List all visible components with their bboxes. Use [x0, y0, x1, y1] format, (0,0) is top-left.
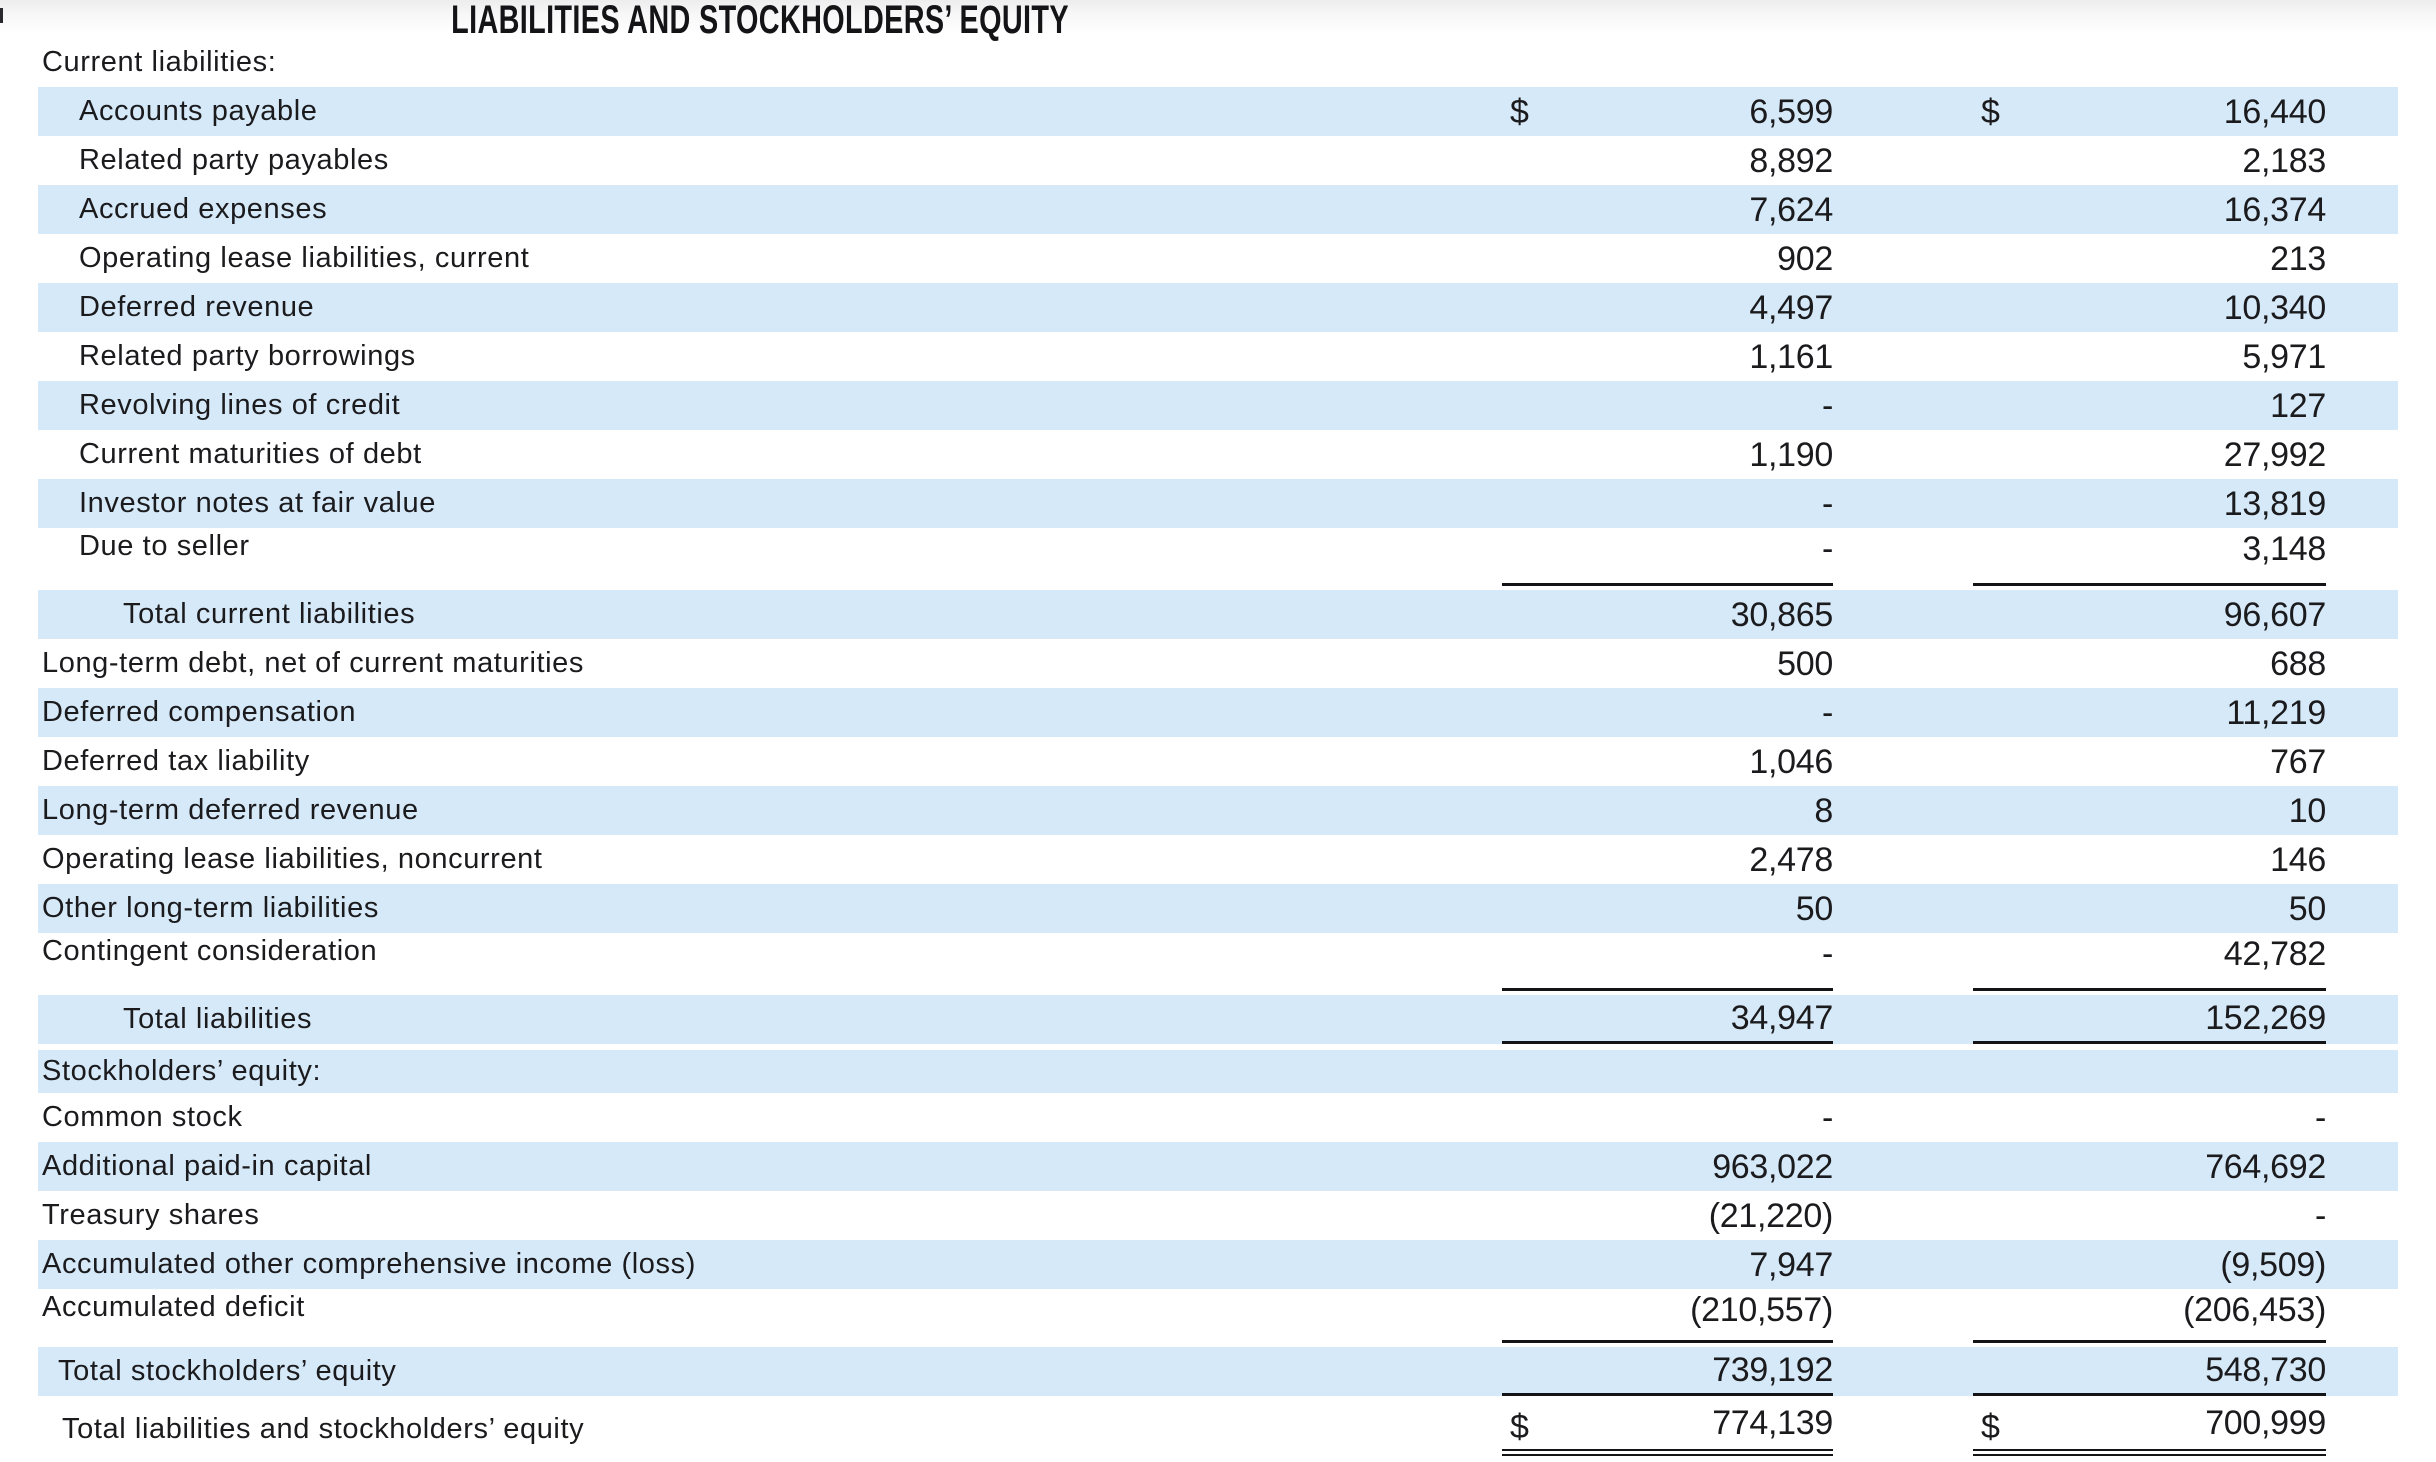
- table-row: [38, 737, 2398, 786]
- row-label: Accounts payable: [79, 95, 318, 127]
- amount-column-2: [1973, 288, 2326, 327]
- page-title-text: LIABILITIES AND STOCKHOLDERS’ EQUITY: [451, 0, 1069, 42]
- row-label: Treasury shares: [42, 1199, 260, 1231]
- amount-column-2: [1973, 995, 2326, 1044]
- column-gap: [1833, 1191, 1973, 1240]
- row-label: Accrued expenses: [79, 193, 328, 225]
- row-label: Due to seller: [79, 530, 250, 562]
- amount-value-2: 16,440: [2223, 92, 2326, 131]
- amount-value-1: 7,624: [1749, 190, 1833, 229]
- row-label: Operating lease liabilities, current: [79, 242, 530, 274]
- row-label: Additional paid-in capital: [42, 1150, 372, 1182]
- amount-column-1: [1502, 1098, 1833, 1137]
- amount-column-1: [1502, 995, 1833, 1044]
- column-gap: [1833, 1240, 1973, 1289]
- amount-column-2: [1973, 190, 2326, 229]
- column-gap: [1833, 234, 1973, 283]
- column-gap: [1833, 639, 1973, 688]
- amount-value-2: 42,782: [2223, 935, 2326, 973]
- amount-value-1: -: [1821, 386, 1833, 425]
- amount-column-1: [1502, 386, 1833, 425]
- amount-value-2: 548,730: [2205, 1351, 2326, 1389]
- column-gap: [1833, 1347, 1973, 1396]
- column-gap: [1833, 1396, 1973, 1462]
- amount-column-1: [1502, 1347, 1833, 1396]
- amount-column-2: [1973, 1245, 2326, 1284]
- amount-column-1: [1502, 1147, 1833, 1186]
- row-label: Current liabilities:: [42, 46, 277, 78]
- amount-value-2: -: [2314, 1098, 2326, 1137]
- column-gap: [1833, 38, 1973, 87]
- column-gap: [1833, 136, 1973, 185]
- amount-value-1: 4,497: [1749, 288, 1833, 327]
- amount-value-2: 700,999: [2205, 1403, 2326, 1442]
- table-row: [38, 995, 2398, 1044]
- row-label: Deferred tax liability: [42, 745, 310, 777]
- amount-value-2: 10: [2288, 791, 2326, 830]
- column-gap: [1833, 995, 1973, 1044]
- row-label: Investor notes at fair value: [79, 487, 436, 519]
- table-row: [38, 430, 2398, 479]
- row-label: Operating lease liabilities, noncurrent: [42, 843, 543, 875]
- table-row: [38, 283, 2398, 332]
- column-gap: [1833, 1093, 1973, 1142]
- column-gap: [1833, 87, 1973, 136]
- table-row: [38, 1396, 2398, 1462]
- amount-value-2: 127: [2270, 386, 2326, 425]
- amount-value-2: 10,340: [2223, 288, 2326, 327]
- table-row: [38, 1191, 2398, 1240]
- amount-column-2: [1973, 337, 2326, 376]
- amount-column-2: [1973, 693, 2326, 732]
- amount-column-2: [1973, 141, 2326, 180]
- amount-column-2: [1973, 1147, 2326, 1186]
- table-row: [38, 87, 2398, 136]
- row-label: Deferred compensation: [42, 696, 357, 728]
- amount-value-2: 96,607: [2223, 595, 2326, 634]
- amount-column-1: [1502, 141, 1833, 180]
- amount-column-1: [1502, 1245, 1833, 1284]
- amount-column-1: [1502, 239, 1833, 278]
- table-row: [38, 1142, 2398, 1191]
- column-gap: [1833, 479, 1973, 528]
- amount-value-2: 50: [2288, 889, 2326, 928]
- table-row: [38, 1289, 2398, 1347]
- amount-column-2: [1973, 1347, 2326, 1396]
- table-row: [38, 528, 2398, 590]
- amount-value-2: -: [2314, 1196, 2326, 1235]
- row-label: Other long-term liabilities: [42, 892, 379, 924]
- column-gap: [1833, 835, 1973, 884]
- table-row: [38, 933, 2398, 995]
- column-gap: [1833, 1050, 1973, 1093]
- amount-value-1: 8,892: [1749, 141, 1833, 180]
- amount-column-2: [1973, 1396, 2326, 1456]
- page-title: [0, 0, 1520, 42]
- amount-value-1: 739,192: [1712, 1351, 1833, 1389]
- amount-value-2: 16,374: [2223, 190, 2326, 229]
- amount-value-1: 1,161: [1749, 337, 1833, 376]
- table-row: [38, 688, 2398, 737]
- amount-column-2: [1973, 791, 2326, 830]
- amount-column-1: [1502, 644, 1833, 683]
- amount-value-1: 963,022: [1712, 1147, 1833, 1186]
- amount-value-1: 1,046: [1749, 742, 1833, 781]
- amount-value-1: 30,865: [1730, 595, 1833, 634]
- amount-column-1: [1502, 595, 1833, 634]
- amount-value-2: (206,453): [2183, 1291, 2326, 1329]
- row-label: Common stock: [42, 1101, 243, 1133]
- row-label: Accumulated deficit: [42, 1291, 305, 1323]
- amount-value-1: (210,557): [1690, 1291, 1833, 1329]
- amount-value-1: 50: [1795, 889, 1833, 928]
- table-row: [38, 835, 2398, 884]
- row-label: Long-term debt, net of current maturities: [42, 647, 585, 679]
- amount-value-1: 7,947: [1749, 1245, 1833, 1284]
- amount-value-2: 11,219: [2226, 693, 2326, 732]
- amount-value-1: -: [1821, 530, 1833, 568]
- amount-value-1: -: [1821, 693, 1833, 732]
- amount-column-1: [1502, 937, 1833, 991]
- column-gap: [1833, 1293, 1973, 1347]
- amount-column-2: [1973, 742, 2326, 781]
- table-row: [38, 332, 2398, 381]
- amount-column-1: [1502, 1196, 1833, 1235]
- amount-value-1: 902: [1777, 239, 1833, 278]
- row-label: Revolving lines of credit: [79, 389, 401, 421]
- column-gap: [1833, 884, 1973, 933]
- row-label: Stockholders’ equity:: [42, 1055, 322, 1087]
- amount-column-2: [1973, 435, 2326, 474]
- amount-value-2: 213: [2270, 239, 2326, 278]
- amount-column-1: [1502, 1293, 1833, 1343]
- column-gap: [1833, 532, 1973, 590]
- amount-value-2: 3,148: [2242, 530, 2326, 568]
- amount-column-2: [1973, 840, 2326, 879]
- amount-value-1: 2,478: [1749, 840, 1833, 879]
- amount-column-1: [1502, 742, 1833, 781]
- row-label: Related party borrowings: [79, 340, 416, 372]
- amount-column-1: [1502, 484, 1833, 523]
- row-label: Deferred revenue: [79, 291, 315, 323]
- amount-column-1: [1502, 840, 1833, 879]
- currency-symbol: $: [1510, 92, 1529, 131]
- column-gap: [1833, 688, 1973, 737]
- table-row: [38, 234, 2398, 283]
- row-label: Long-term deferred revenue: [42, 794, 419, 826]
- table-row: [38, 381, 2398, 430]
- amount-column-1: [1502, 288, 1833, 327]
- amount-column-2: [1973, 1196, 2326, 1235]
- row-label: Total liabilities and stockholders’ equity: [62, 1412, 585, 1445]
- currency-symbol: $: [1981, 92, 2000, 131]
- column-gap: [1833, 590, 1973, 639]
- amount-column-1: [1502, 532, 1833, 586]
- amount-value-2: 146: [2270, 840, 2326, 879]
- column-gap: [1833, 283, 1973, 332]
- table-row: [38, 884, 2398, 933]
- table-row: [38, 136, 2398, 185]
- amount-value-2: 767: [2270, 742, 2326, 781]
- column-gap: [1833, 332, 1973, 381]
- amount-column-2: [1973, 532, 2326, 586]
- amount-value-2: 688: [2270, 644, 2326, 683]
- amount-column-2: [1973, 937, 2326, 991]
- table-row: [38, 1240, 2398, 1289]
- amount-column-2: [1973, 1293, 2326, 1343]
- amount-column-1: [1502, 791, 1833, 830]
- amount-value-2: 764,692: [2205, 1147, 2326, 1186]
- column-gap: [1833, 737, 1973, 786]
- column-gap: [1833, 1142, 1973, 1191]
- amount-value-1: 8: [1814, 791, 1833, 830]
- amount-column-1: [1502, 693, 1833, 732]
- table-row: [38, 590, 2398, 639]
- amount-value-1: -: [1821, 935, 1833, 973]
- amount-column-2: [1973, 484, 2326, 523]
- row-label: Total liabilities: [123, 1003, 313, 1035]
- row-label: Contingent consideration: [42, 935, 378, 967]
- amount-value-2: 13,819: [2223, 484, 2326, 523]
- currency-symbol: $: [1981, 1407, 2000, 1446]
- amount-value-1: -: [1821, 1098, 1833, 1137]
- amount-value-2: (9,509): [2220, 1245, 2326, 1284]
- table-row: [38, 479, 2398, 528]
- amount-value-2: 27,992: [2223, 435, 2326, 474]
- table-row: [38, 786, 2398, 835]
- balance-sheet-table: [0, 38, 2436, 1462]
- amount-value-1: 774,139: [1712, 1403, 1833, 1442]
- amount-value-1: 34,947: [1730, 999, 1833, 1037]
- row-label: Current maturities of debt: [79, 438, 422, 470]
- row-label: Total current liabilities: [123, 598, 416, 630]
- amount-column-2: [1973, 239, 2326, 278]
- amount-value-2: 2,183: [2242, 141, 2326, 180]
- column-gap: [1833, 937, 1973, 995]
- amount-column-2: [1973, 92, 2326, 131]
- amount-column-2: [1973, 889, 2326, 928]
- table-row: [38, 1347, 2398, 1396]
- table-row: [38, 1093, 2398, 1142]
- amount-column-1: [1502, 337, 1833, 376]
- column-gap: [1833, 185, 1973, 234]
- amount-column-1: [1502, 92, 1833, 131]
- row-label: Accumulated other comprehensive income (loss): [42, 1248, 696, 1280]
- table-row: [38, 639, 2398, 688]
- amount-column-1: [1502, 435, 1833, 474]
- page-header: [0, 0, 2436, 42]
- row-label: Total stockholders’ equity: [58, 1355, 397, 1387]
- amount-value-1: -: [1821, 484, 1833, 523]
- column-gap: [1833, 381, 1973, 430]
- amount-value-1: 1,190: [1749, 435, 1833, 474]
- amount-value-2: 5,971: [2242, 337, 2326, 376]
- column-gap: [1833, 430, 1973, 479]
- amount-column-1: [1502, 889, 1833, 928]
- table-row: [38, 185, 2398, 234]
- table-row: [38, 1044, 2398, 1093]
- amount-value-1: (21,220): [1708, 1196, 1833, 1235]
- table-row: [38, 38, 2398, 87]
- amount-column-2: [1973, 644, 2326, 683]
- amount-column-2: [1973, 386, 2326, 425]
- amount-column-1: [1502, 190, 1833, 229]
- amount-value-1: 500: [1777, 644, 1833, 683]
- column-gap: [1833, 786, 1973, 835]
- amount-column-2: [1973, 595, 2326, 634]
- currency-symbol: $: [1510, 1407, 1529, 1446]
- amount-value-2: 152,269: [2205, 999, 2326, 1037]
- amount-value-1: 6,599: [1749, 92, 1833, 131]
- row-label: Related party payables: [79, 144, 389, 176]
- amount-column-2: [1973, 1098, 2326, 1137]
- amount-column-1: [1502, 1396, 1833, 1456]
